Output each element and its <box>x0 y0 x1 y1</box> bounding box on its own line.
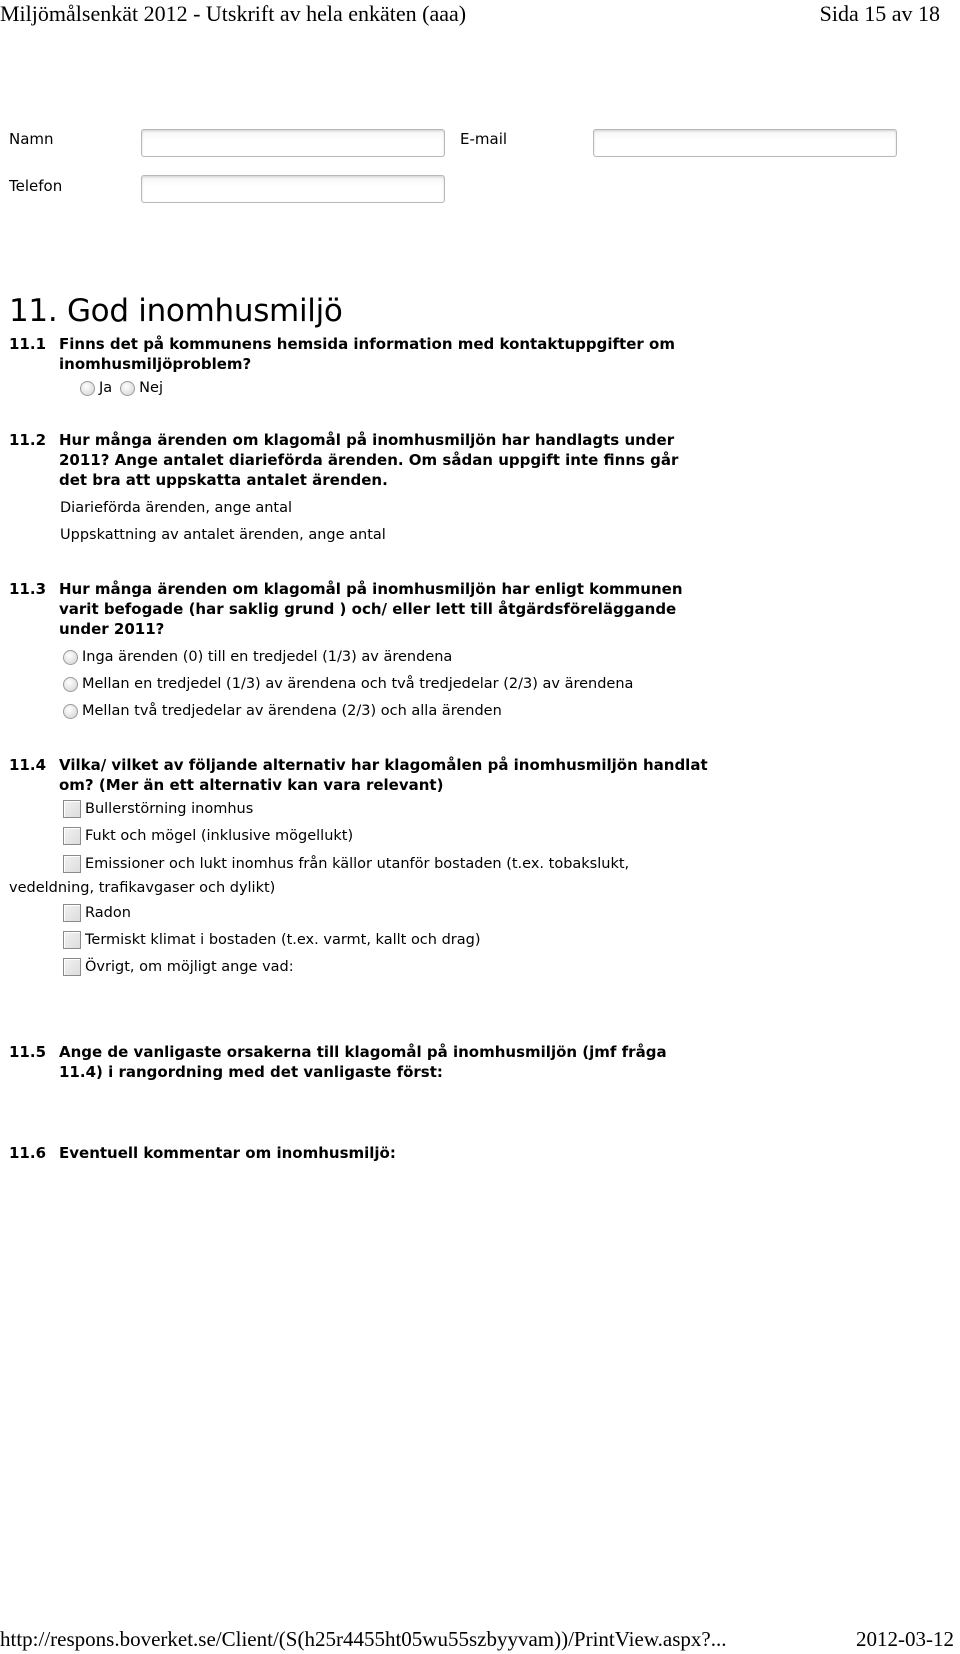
radio-option[interactable] <box>63 704 78 719</box>
q1-options <box>80 380 163 396</box>
question-number: 11.3 <box>9 580 47 598</box>
section-title: 11. God inomhusmiljö <box>9 293 343 329</box>
document-title: Miljömålsenkät 2012 - Utskrift av hela enkäten (aaa) <box>0 1 467 26</box>
q4-option-2 <box>63 827 353 845</box>
field-label-diarieforda: Diarieförda ärenden, ange antal <box>60 500 293 516</box>
q4-option-5 <box>63 931 481 949</box>
footer-date: 2012-03-12 <box>856 1627 954 1651</box>
q4-option-1 <box>63 800 253 818</box>
name-label: Namn <box>9 130 54 148</box>
question-11-5 <box>9 1042 709 1082</box>
checkbox[interactable] <box>63 800 81 818</box>
question-11-4 <box>9 755 709 795</box>
option-label: Ja <box>99 380 113 396</box>
q3-option-2 <box>63 676 633 692</box>
option-label: Emissioner och lukt inomhus från källor utanför bostaden (t.ex. tobakslukt, <box>85 856 630 872</box>
option-label: Mellan en tredjedel (1/3) av ärendena och två tredjedelar (2/3) av ärendena <box>82 676 634 692</box>
q4-option-6 <box>63 958 294 976</box>
option-continuation: vedeldning, trafikavgaser och dylikt) <box>9 880 276 896</box>
option-label: Radon <box>85 905 131 921</box>
phone-label: Telefon <box>9 177 63 195</box>
checkbox[interactable] <box>63 855 81 873</box>
field-label-uppskattning: Uppskattning av antalet ärenden, ange antal <box>60 527 386 543</box>
footer-url: http://respons.boverket.se/Client/(S(h25r4455ht05wu55szbyyvam))/PrintView.aspx?... <box>0 1627 727 1651</box>
question-text: Vilka/ vilket av följande alternativ har klagomålen på inomhusmiljön handlat om? (Mer än ett alternativ kan vara relevant) <box>59 756 708 794</box>
question-number: 11.1 <box>9 335 47 353</box>
page-number: Sida 15 av 18 <box>819 1 940 26</box>
checkbox[interactable] <box>63 931 81 949</box>
option-label: Mellan två tredjedelar av ärendena (2/3) och alla ärenden <box>82 703 502 719</box>
radio-nej[interactable] <box>120 381 135 396</box>
question-number: 11.6 <box>9 1144 47 1162</box>
question-text: Hur många ärenden om klagomål på inomhusmiljön har handlagts under 2011? Ange antalet diarieförda ärenden. Om sådan uppgift inte finns går det bra att uppskatta antalet ärenden. <box>59 431 679 489</box>
option-label: Termiskt klimat i bostaden (t.ex. varmt, kallt och drag) <box>85 932 481 948</box>
question-text: Hur många ärenden om klagomål på inomhusmiljön har enligt kommunen varit befogade (har saklig grund ) och/ eller lett till åtgärdsföreläggande under 2011? <box>59 580 683 638</box>
question-number: 11.4 <box>9 756 47 774</box>
q4-option-4 <box>63 904 131 922</box>
radio-ja[interactable] <box>80 381 95 396</box>
question-text: Ange de vanligaste orsakerna till klagomål på inomhusmiljön (jmf fråga 11.4) i rangordning med det vanligaste först: <box>59 1043 667 1081</box>
option-label: Fukt och mögel (inklusive mögellukt) <box>85 828 354 844</box>
question-number: 11.2 <box>9 431 47 449</box>
option-label: Övrigt, om möjligt ange vad: <box>85 959 294 975</box>
question-number: 11.5 <box>9 1043 47 1061</box>
checkbox[interactable] <box>63 827 81 845</box>
phone-field[interactable] <box>141 175 445 203</box>
name-field[interactable] <box>141 129 445 157</box>
option-label: Nej <box>139 380 163 396</box>
q3-option-3 <box>63 703 502 719</box>
email-label: E-mail <box>460 130 508 148</box>
question-text: Finns det på kommunens hemsida information med kontaktuppgifter om inomhusmiljöproblem? <box>59 335 675 373</box>
radio-option[interactable] <box>63 677 78 692</box>
option-label: Bullerstörning inomhus <box>85 801 254 817</box>
question-11-3 <box>9 579 709 639</box>
question-text: Eventuell kommentar om inomhusmiljö: <box>59 1144 396 1162</box>
radio-option[interactable] <box>63 650 78 665</box>
question-11-6 <box>9 1143 709 1163</box>
checkbox[interactable] <box>63 958 81 976</box>
q3-option-1 <box>63 649 452 665</box>
question-11-1 <box>9 334 709 374</box>
email-field[interactable] <box>593 129 897 157</box>
q4-option-3 <box>63 855 629 873</box>
checkbox[interactable] <box>63 904 81 922</box>
option-label: Inga ärenden (0) till en tredjedel (1/3) av ärendena <box>82 649 453 665</box>
question-11-2 <box>9 430 709 490</box>
